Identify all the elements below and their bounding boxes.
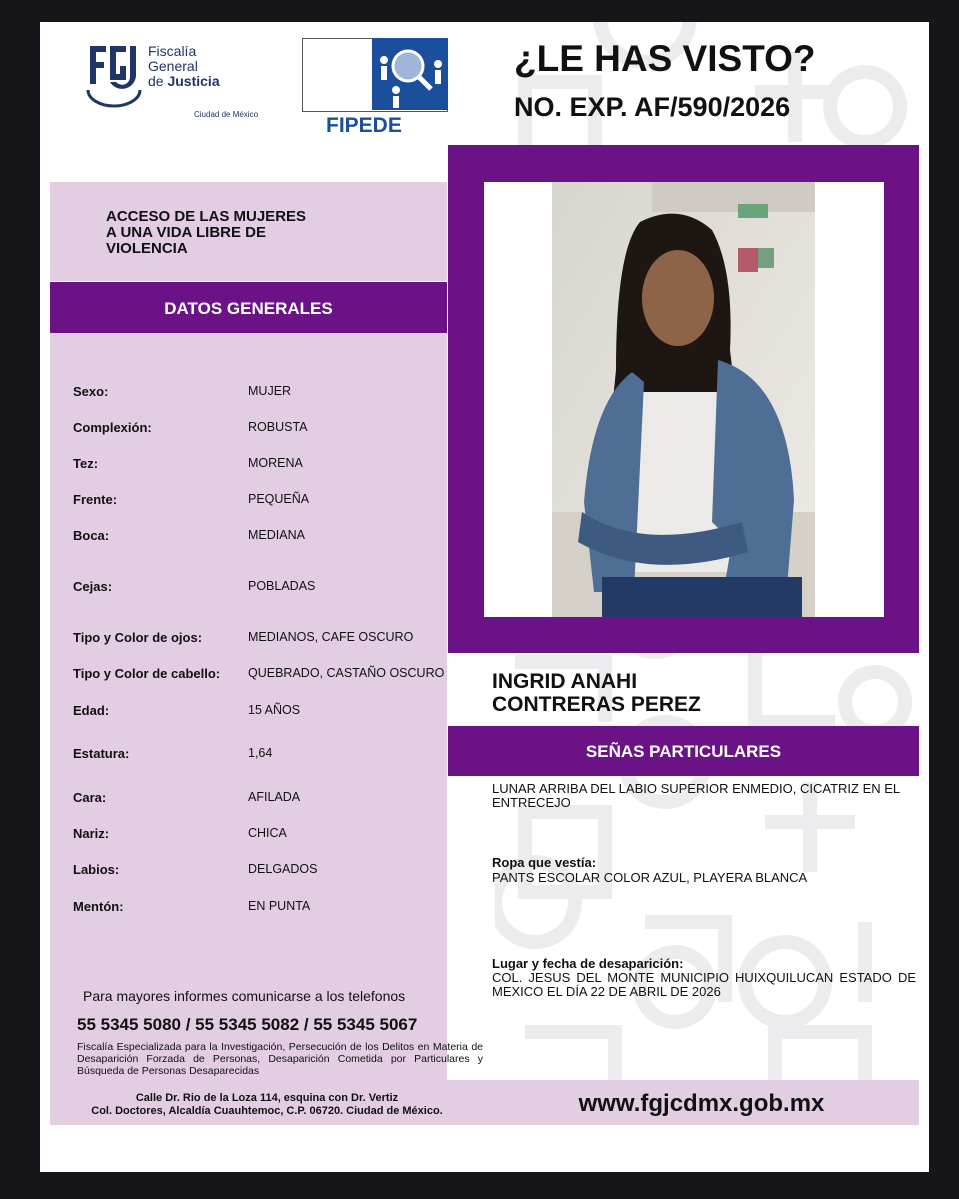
website-url: www.fgjcdmx.gob.mx <box>578 1090 825 1117</box>
field-label-menton: Mentón: <box>73 899 124 914</box>
field-value-complexion: ROBUSTA <box>248 420 308 434</box>
field-label-sexo: Sexo: <box>73 384 109 399</box>
person-name-line-1: INGRID ANAHI <box>492 670 638 693</box>
contact-text: Para mayores informes comunicarse a los telefonos <box>83 988 406 1004</box>
datos-generales-header <box>50 282 447 333</box>
field-label-nariz: Nariz: <box>73 826 110 841</box>
address-line-2: Col. Doctores, Alcaldía Cuauhtemoc, C.P. 06720. Ciudad de México. <box>91 1105 443 1117</box>
ropa-text: PANTS ESCOLAR COLOR AZUL, PLAYERA BLANCA <box>492 870 808 885</box>
field-value-labios: DELGADOS <box>248 862 318 876</box>
access-banner <box>50 182 447 281</box>
fipede-logo <box>302 38 448 137</box>
logo-line-3-bold: Justicia <box>167 73 220 89</box>
field-value-tez: MORENA <box>248 456 303 470</box>
senas-title: SEÑAS PARTICULARES <box>585 742 782 761</box>
fipede-label: FIPEDE <box>326 114 402 137</box>
datos-list <box>50 333 483 1080</box>
field-value-estatura: 1,64 <box>248 746 273 760</box>
access-text: ACCESO DE LAS MUJERES A UNA VIDA LIBRE DE VIOLENCIA <box>106 208 307 257</box>
expediente-number: NO. EXP. AF/590/2026 <box>514 92 791 122</box>
lugar-text: COL. JESUS DEL MONTE MUNICIPIO HUIXQUILUCAN ESTADO DE MEXICO EL DÍA 22 DE ABRIL DE 2026 <box>492 970 916 999</box>
missing-person-poster <box>40 22 929 1172</box>
field-value-cejas: POBLADAS <box>248 579 316 593</box>
field-label-cabello: Tipo y Color de cabello: <box>73 666 221 681</box>
field-label-complexion: Complexión: <box>73 420 152 435</box>
field-value-frente: PEQUEÑA <box>248 492 310 506</box>
address-line-1: Calle Dr. Rio de la Loza 114, esquina con Dr. Vertiz <box>135 1092 399 1104</box>
field-label-boca: Boca: <box>73 528 110 543</box>
field-value-edad: 15 AÑOS <box>248 703 301 717</box>
field-label-cara: Cara: <box>73 790 107 805</box>
field-value-ojos: MEDIANOS, CAFE OSCURO <box>248 630 414 644</box>
person-name-line-2: CONTRERAS PEREZ <box>492 693 701 716</box>
fgj-logo <box>84 32 259 119</box>
field-label-edad: Edad: <box>73 703 110 718</box>
field-value-menton: EN PUNTA <box>248 899 311 913</box>
page-title: ¿LE HAS VISTO? <box>514 38 816 79</box>
field-label-ojos: Tipo y Color de ojos: <box>73 630 203 645</box>
logo-line-2: General <box>148 58 198 74</box>
field-value-cabello: QUEBRADO, CASTAÑO OSCURO <box>248 666 445 680</box>
senas-text: LUNAR ARRIBA DEL LABIO SUPERIOR ENMEDIO, CICATRIZ EN EL ENTRECEJO <box>492 781 900 810</box>
field-value-cara: AFILADA <box>248 790 301 804</box>
ropa-label: Ropa que vestía: <box>492 855 597 870</box>
missing-person-photo <box>552 182 815 617</box>
field-value-nariz: CHICA <box>248 826 287 840</box>
logo-line-3-prefix: de <box>148 73 168 89</box>
lugar-label: Lugar y fecha de desaparición: <box>492 956 684 971</box>
fiscalia-text: Fiscalía Especializada para la Investigación, Persecución de los Delitos en Materia de Desaparición Forzada de Personas, Desaparición Cometida por Particulares y Búsqueda de Personas Desaparecidas <box>77 1041 483 1077</box>
datos-generales-title: DATOS GENERALES <box>164 299 333 318</box>
address-band <box>50 1080 484 1125</box>
senas-header <box>448 726 919 776</box>
phone-numbers: 55 5345 5080 / 55 5345 5082 / 55 5345 5067 <box>77 1015 418 1034</box>
logo-line-1: Fiscalía <box>148 43 197 59</box>
field-label-labios: Labios: <box>73 862 120 877</box>
field-label-cejas: Cejas: <box>73 579 113 594</box>
field-label-tez: Tez: <box>73 456 99 471</box>
field-label-estatura: Estatura: <box>73 746 130 761</box>
logo-city: Ciudad de México <box>194 110 259 119</box>
field-value-sexo: MUJER <box>248 384 292 398</box>
field-label-frente: Frente: <box>73 492 118 507</box>
magnifier-people-icon <box>372 38 448 110</box>
field-value-boca: MEDIANA <box>248 528 305 542</box>
website-band <box>484 1080 919 1125</box>
fgj-emblem-icon <box>84 32 144 112</box>
